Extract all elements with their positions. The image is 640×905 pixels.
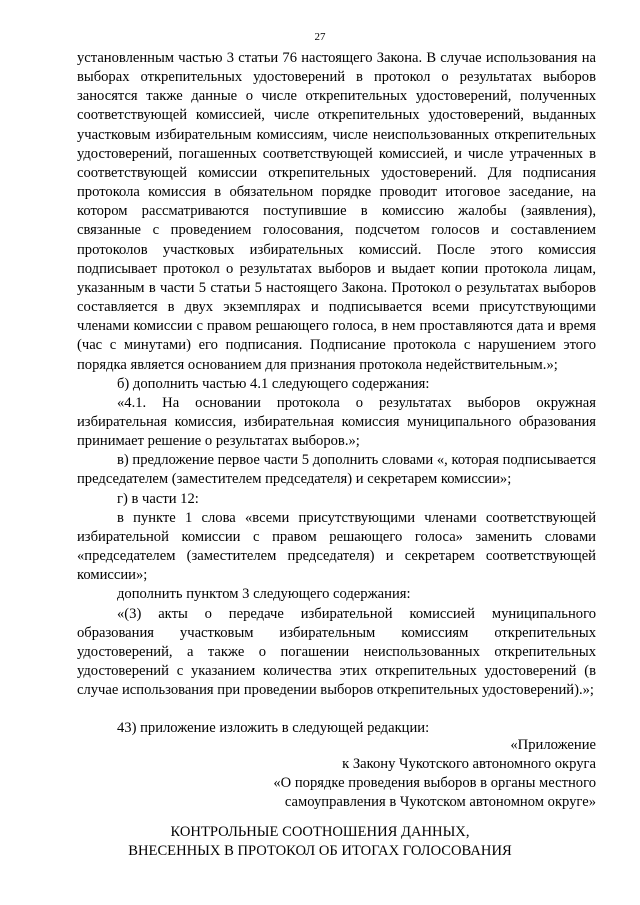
appendix-line: к Закону Чукотского автономного округа [342, 756, 596, 773]
document-body [77, 49, 596, 738]
page-number: 27 [314, 31, 326, 43]
paragraph-continuation: установленным частью 3 статьи 76 настоящего Закона. В случае использования на выборах открепительных удостоверений в протокол о результатах выборов заносятся также данные о числе открепительных удостоверений, полученных соответствующей комиссией, числе открепительных удостоверений, выданных участковым избирательным комиссиям, числе неиспользованных открепительных удостоверений, погашенных соответствующей комиссией, и числе утраченных в соответствующей комиссии открепительных удостоверений. Для подписания протокола комиссия в обязательном порядке проводит итоговое заседание, на котором рассматриваются поступившие в комиссию жалобы (заявления), связанные с проведением голосования, подсчетом голосов и составлением протоколов участковых избирательных комиссий. После этого комиссия подписывает протокол о результатах выборов и выдает копии протокола лицам, указанным в части 5 статьи 5 настоящего Закона. Протокол о результатах выборов составляется в двух экземплярах и подписывается всеми присутствующими членами комиссии с правом решающего голоса, в нем проставляются дата и время (час с минутами) его подписания. Подписание протокола с нарушением этого порядка является основанием для признания протокола недействительным.»; [77, 50, 596, 373]
section-heading [0, 823, 640, 861]
paragraph-point-3: «(3) акты о передаче избирательной комиссией муниципального образования участковым избирательным комиссиям открепительных удостоверений, а также о погашении неиспользованных открепительных удостоверений с указанием количества этих открепительных удостоверений (в случае использования при проведении выборов открепительных удостоверений).»; [77, 605, 596, 699]
paragraph-item-v: в) предложение первое части 5 дополнить словами «, которая подписывается председателем (заместителем председателя) и секретарем комиссии»; [77, 452, 596, 488]
appendix-header [200, 736, 596, 813]
paragraph-point-1: в пункте 1 слова «всеми присутствующими членами соответствующей избирательной комиссии с правом решающего голоса» заменить словами «председателем (заместителем председателя) и секретарем соответствующей комиссии»; [77, 509, 596, 584]
paragraph-part-4-1: «4.1. На основании протокола о результатах выборов окружная избирательная комиссия, избирательная комиссия муниципального образования принимает решение о результатах выборов.»; [77, 394, 596, 450]
heading-line: ВНЕСЕННЫХ В ПРОТОКОЛ ОБ ИТОГАХ ГОЛОСОВАНИЯ [128, 843, 512, 860]
paragraph-add-point-3: дополнить пунктом 3 следующего содержания: [117, 586, 411, 603]
paragraph-item-43: 43) приложение изложить в следующей редакции: [117, 720, 430, 737]
appendix-line: «О порядке проведения выборов в органы местного [273, 775, 596, 792]
appendix-line: самоуправления в Чукотском автономном округе» [284, 794, 596, 811]
paragraph-item-g: г) в части 12: [117, 490, 199, 507]
paragraph-item-b: б) дополнить частью 4.1 следующего содержания: [117, 375, 430, 392]
appendix-line: «Приложение [510, 737, 596, 753]
heading-line: КОНТРОЛЬНЫЕ СООТНОШЕНИЯ ДАННЫХ, [170, 824, 470, 840]
